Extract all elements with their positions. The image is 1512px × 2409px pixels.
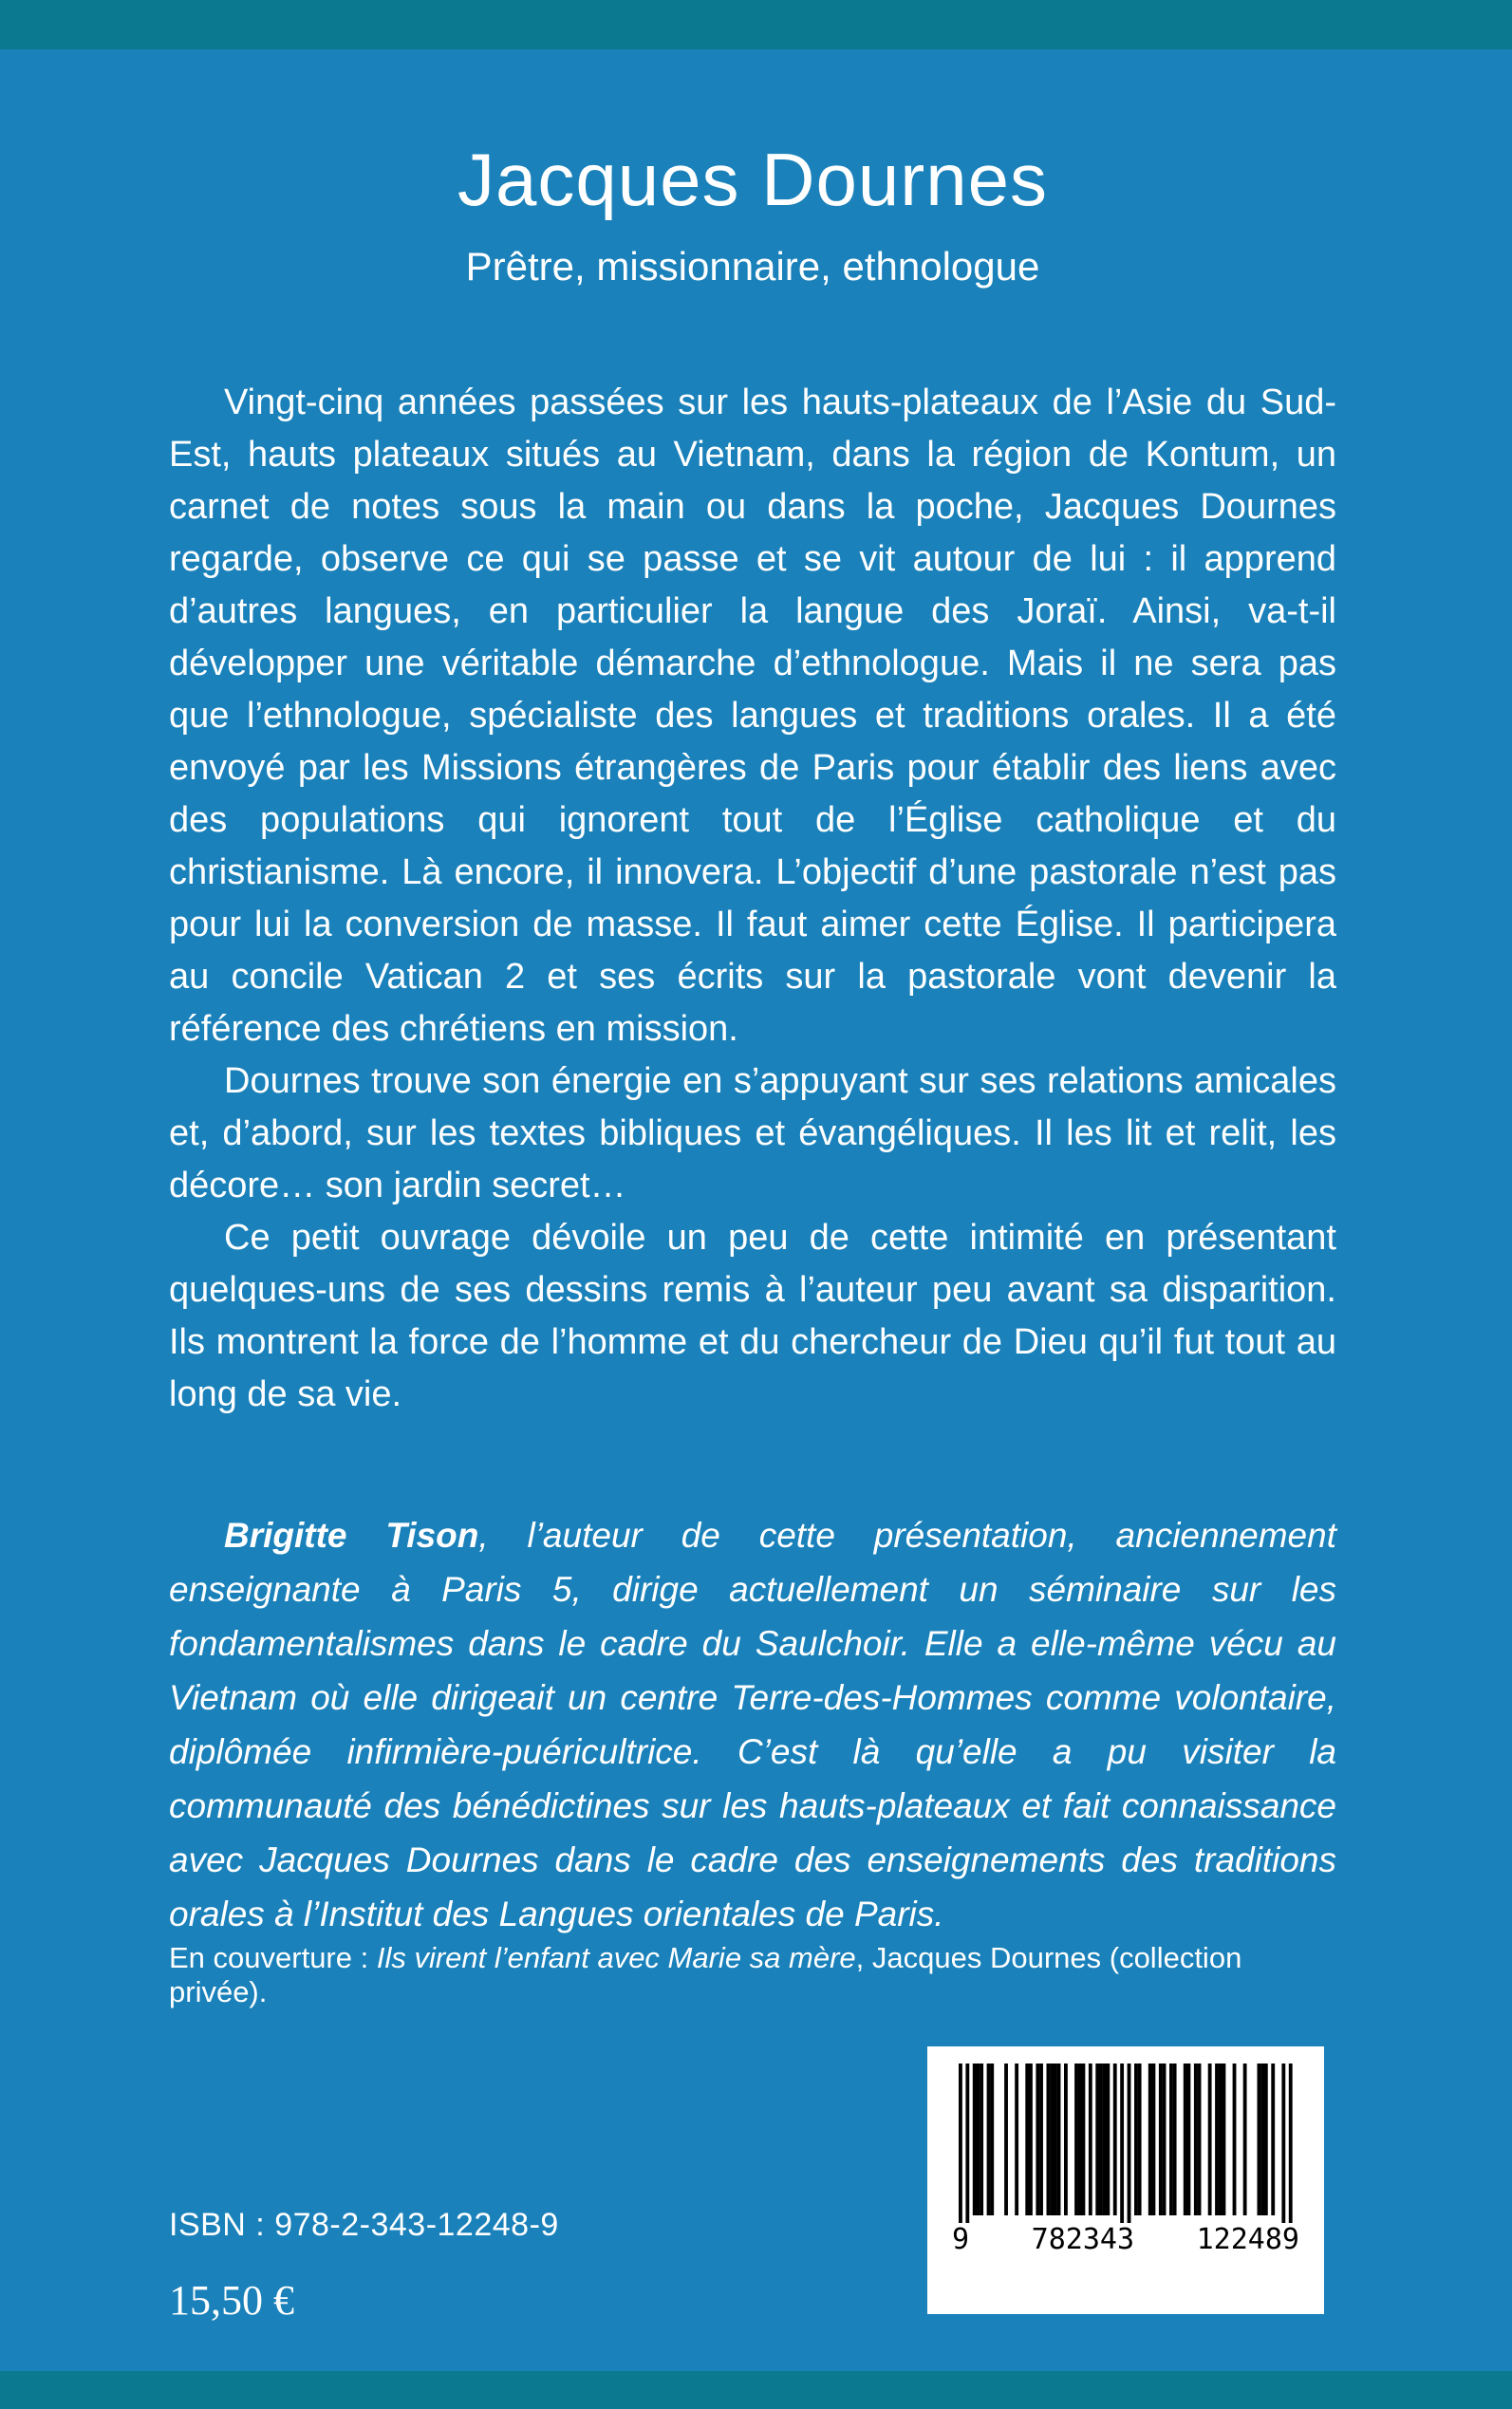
synopsis — [169, 377, 1336, 1421]
isbn-text: ISBN : 978-2-343-12248-9 — [169, 2207, 559, 2243]
author-bio-text: , l’auteur de cette présentation, anciennement enseignante à Paris 5, dirige actuellement un séminaire sur les fondamentalismes dans le cadre du Saulchoir. Elle a elle-même vécu au Vietnam où elle dirigeait un centre Terre-des-Hommes comme volontaire, diplômée infirmière-puéricultrice. C’est là qu’elle a pu visiter la communauté des bénédictines sur les hauts-plateaux et fait connaissance avec Jacques Dournes dans le cadre des enseignements des traditions orales à l’Institut des Langues orientales de Paris. — [169, 1516, 1336, 1933]
synopsis-paragraph: Vingt-cinq années passées sur les hauts-plateaux de l’Asie du Sud-Est, hauts plateaux situés au Vietnam, dans la région de Kontum, un carnet de notes sous la main ou dans la poche, Jacques Dournes regarde, observe ce qui se passe et se vit autour de lui : il apprend d’autres langues, en particulier la langue des Joraï. Ainsi, va-t-il développer une véritable démarche d’ethnologue. Mais il ne sera pas que l’ethnologue, spécialiste des langues et traditions orales. Il a été envoyé par les Missions étrangères de Paris pour établir des liens avec des populations qui ignorent tout de l’Église catholique et du christianisme. Là encore, il innovera. L’objectif d’une pastorale n’est pas pour lui la conversion de masse. Il faut aimer cette Église. Il participera au concile Vatican 2 et ses écrits sur la pastorale vont devenir la référence des chrétiens en mission. — [169, 383, 1336, 1049]
top-color-band — [0, 0, 1512, 49]
cover-credit-prefix: En couverture : — [169, 1941, 377, 1974]
price-text: 15,50 € — [169, 2277, 294, 2324]
book-subtitle: Prêtre, missionnaire, ethnologue — [465, 244, 1040, 289]
barcode-bars — [959, 2064, 1293, 2250]
cover-content — [169, 49, 1336, 1941]
synopsis-paragraph: Ce petit ouvrage dévoile un peu de cette intimité en présentant quelques-uns de ses dessins remis à l’auteur peu avant sa disparition. Ils montrent la force de l’homme et du chercheur de Dieu qu’il fut tout au long de sa vie. — [169, 1218, 1336, 1414]
book-title: Jacques Dournes — [457, 138, 1048, 221]
cover-credit — [169, 1941, 1336, 2009]
barcode-digits-right: 122489 — [1194, 2223, 1302, 2256]
barcode — [927, 2046, 1324, 2314]
barcode-digits — [949, 2223, 1302, 2256]
author-bio — [169, 1508, 1336, 1941]
synopsis-paragraph: Dournes trouve son énergie en s’appuyant sur ses relations amicales et, d’abord, sur les textes bibliques et évangéliques. Il les lit et relit, les décore… son jardin secret… — [169, 1061, 1336, 1205]
cover-credit-suffix: , Jacques Dournes (collection privée). — [169, 1941, 1242, 2008]
bottom-color-band — [0, 2371, 1512, 2409]
cover-artwork-title: Ils virent l’enfant avec Marie sa mère — [376, 1941, 856, 1974]
barcode-digits-left: 782343 — [1029, 2223, 1137, 2256]
barcode-digit-first: 9 — [949, 2223, 972, 2256]
author-name: Brigitte Tison — [224, 1516, 479, 1555]
